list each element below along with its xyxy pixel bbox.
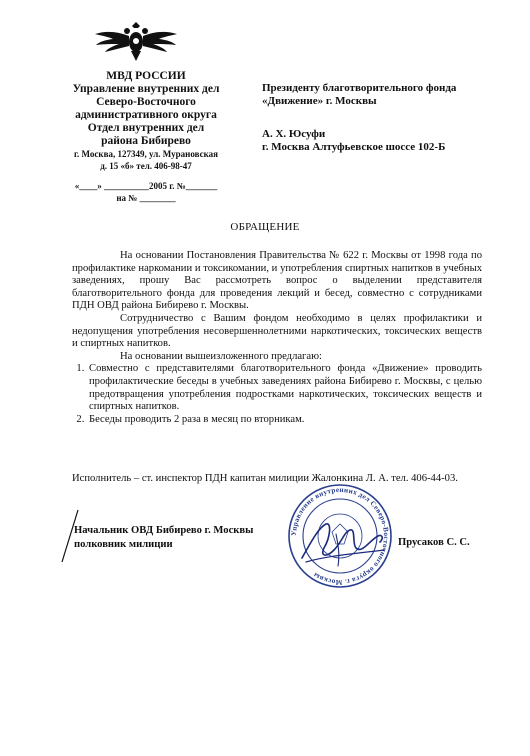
signer-position: [74, 524, 253, 552]
signer-position-line2: полковник милиции: [74, 539, 173, 550]
executor-line: Исполнитель – ст. инспектор ПДН капитан милиции Жалонкина Л. А. тел. 406-44-03.: [72, 473, 458, 484]
body-paragraph-1: На основании Постановления Правительства № 622 г. Москвы от 1998 года по профилактике наркомании и токсикомании, и употребления спиртных напитков в учебных заведениях, прошу Вас рассмотреть вопрос о выделении представителя благотворительного фонда для проведения лекций и бесед, совместно с сотрудниками ПДН ОВД района Бибирево г. Москвы.: [72, 250, 482, 312]
addressee-address: г. Москва Алтуфьевское шоссе 102-Б: [262, 141, 446, 153]
sender-header: [58, 70, 234, 204]
svg-text:Управление внутренних дел Севе: Управление внутренних дел Северо-Восточного округа г. Москвы: [289, 485, 391, 587]
document-body: [72, 250, 482, 426]
org-district: Северо-Восточного: [96, 96, 196, 108]
org-address: г. Москва, 127349, ул. Мурановская: [73, 149, 219, 159]
org-house-phone: д. 15 «б» тел. 406-98-47: [100, 161, 192, 171]
org-name: МВД РОССИИ: [106, 70, 186, 82]
proposal-list: [72, 363, 482, 426]
org-district-type: административного округа: [75, 109, 217, 121]
signer-name: Прусаков С. С.: [398, 537, 470, 548]
outgoing-date-number: «____» __________2005 г. №_______: [74, 181, 218, 191]
addressee-title: Президенту благотворительного фонда: [262, 82, 457, 94]
org-unit: Отдел внутренних дел: [87, 122, 205, 134]
addressee-block: [262, 82, 502, 154]
org-unit-district: района Бибирево: [101, 135, 191, 147]
body-paragraph-3: На основании вышеизложенного предлагаю:: [120, 350, 322, 362]
org-department: Управление внутренних дел: [72, 83, 220, 95]
signer-position-line1: Начальник ОВД Бибирево г. Москвы: [74, 525, 254, 536]
handwritten-signature-icon: [296, 514, 388, 572]
proposal-item: 2. Беседы проводить 2 раза в месяц по вторникам.: [87, 414, 482, 427]
document-title: ОБРАЩЕНИЕ: [230, 221, 300, 233]
addressee-name: А. Х. Юсуфи: [262, 128, 326, 140]
eagle-emblem-icon: [93, 22, 179, 62]
reference-number: на № ________: [116, 193, 176, 203]
addressee-fund: «Движение» г. Москвы: [262, 95, 377, 107]
proposal-item: 1. Совместно с представителями благотворительного фонда «Движение» проводить профилактические беседы в учебных заведениях района Бибирево г. Москвы, с целью предотвращения употребления подростками наркотических, токсических веществ и спиртных напитков.: [87, 363, 482, 413]
body-paragraph-2: Сотрудничество с Вашим фондом необходимо в целях профилактики и недопущения употребления несовершеннолетними наркотических, токсических веществ и спиртных напитков.: [72, 312, 482, 350]
